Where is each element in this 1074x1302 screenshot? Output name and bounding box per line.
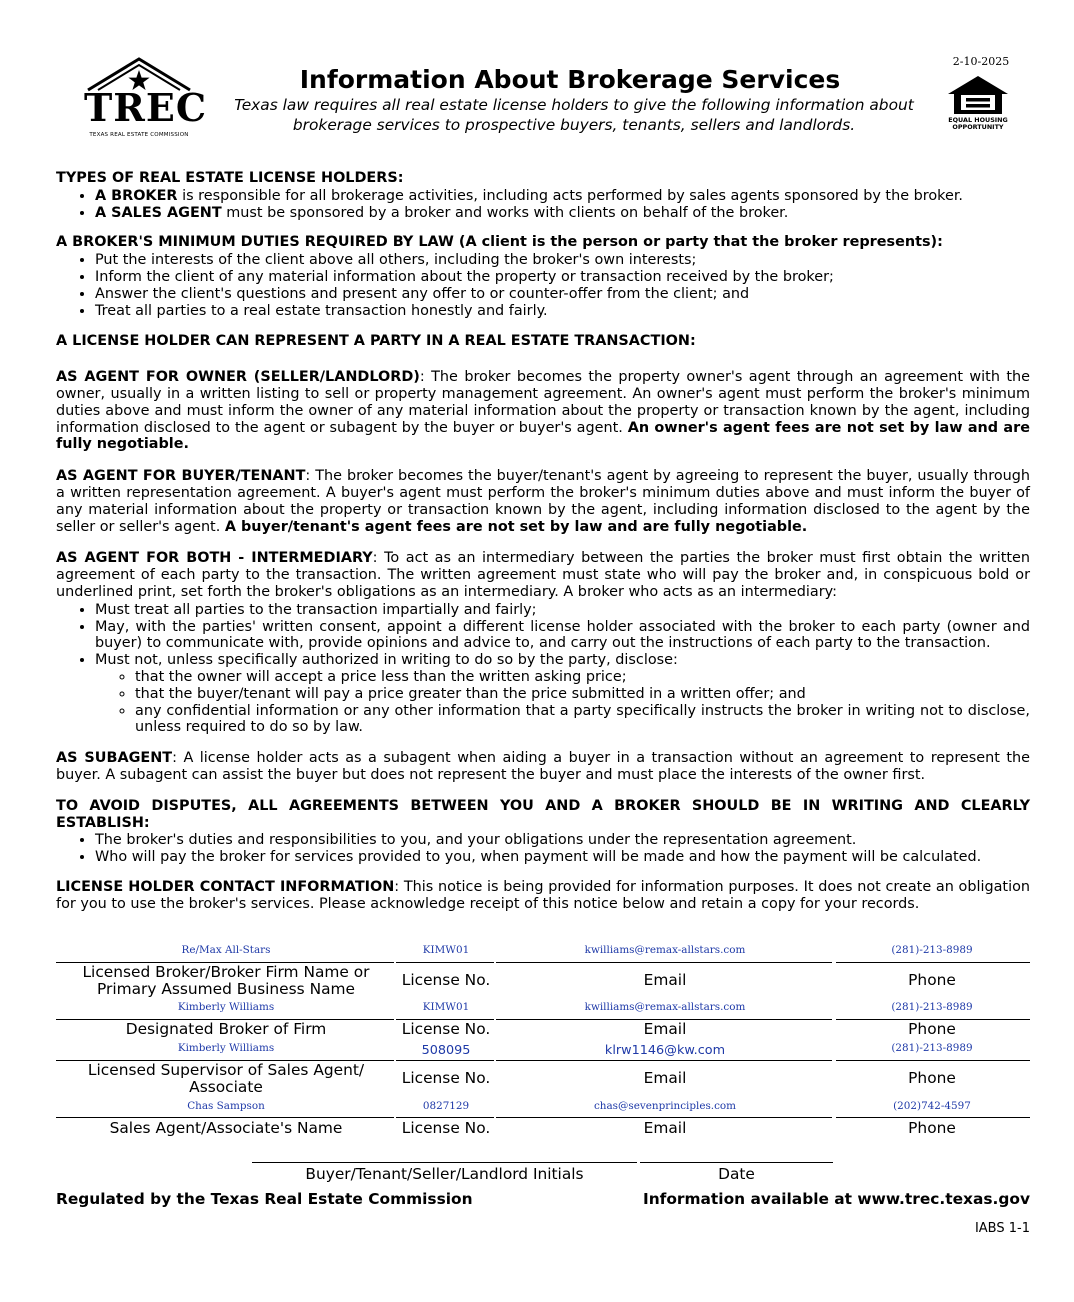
phone-field[interactable]: (281)-213-8989 — [891, 1001, 973, 1013]
designated-broker-label: Designated Broker of Firm — [125, 1020, 327, 1038]
list-item: • Put the interests of the client above all others, including the broker's own interests; — [95, 252, 1030, 269]
owner-agent-paragraph: AS AGENT FOR OWNER (SELLER/LANDLORD): The broker becomes the property owner's agent through an agreement with the owner, usually in a written listing to sell or property management agreement. An owner's agent must perform the broker's minimum duties above and must inform the owner of any material information about the property or transaction known by the agent, including information disclosed to the agent or subagent by the buyer or buyer's agent. An owner's agent fees are not set by law and are fully negotiable. — [56, 369, 1030, 453]
duties-heading: A BROKER'S MINIMUM DUTIES REQUIRED BY LAW (A client is the person or party that the broker represents): — [56, 234, 943, 251]
divider — [496, 962, 832, 963]
phone-field[interactable]: (281)-213-8989 — [891, 944, 973, 956]
license-no-field[interactable]: KIMW01 — [422, 1001, 470, 1013]
supervisor-name-field[interactable]: Kimberly Williams — [177, 1042, 275, 1054]
list-item: • Answer the client's questions and present any offer to or counter-offer from the client; and — [95, 286, 1030, 303]
divider — [396, 962, 494, 963]
divider — [836, 1117, 1030, 1118]
email-label: Email — [643, 1119, 687, 1137]
disclosure-sublist — [95, 669, 1030, 736]
broker-firm-name-label: Licensed Broker/Broker Firm Name or Primary Assumed Business Name — [82, 963, 370, 998]
email-field[interactable]: klrw1146@kw.com — [604, 1043, 726, 1058]
form-date: 2-10-2025 — [952, 55, 1010, 68]
phone-field[interactable]: (281)-213-8989 — [891, 1042, 973, 1054]
license-no-field[interactable]: KIMW01 — [422, 944, 470, 956]
disputes-list — [56, 832, 1030, 866]
types-list — [56, 188, 1030, 222]
email-label: Email — [643, 1069, 687, 1087]
divider — [836, 1060, 1030, 1061]
list-item: ◦ that the buyer/tenant will pay a price greater than the price submitted in a written offer; and — [135, 686, 1030, 703]
table-row — [56, 1042, 1030, 1056]
equal-housing-text: EQUAL HOUSING OPPORTUNITY — [948, 116, 1008, 131]
contact-info-paragraph: LICENSE HOLDER CONTACT INFORMATION: This notice is being provided for information purposes. It does not create an obligation for you to use the broker's services. Please acknowledge receipt of this notice below and retain a copy for your records. — [56, 878, 1030, 912]
types-heading: TYPES OF REAL ESTATE LICENSE HOLDERS: — [56, 170, 404, 186]
intermediary-paragraph: AS AGENT FOR BOTH - INTERMEDIARY: To act as an intermediary between the parties the broker must first obtain the written agreement of each party to the transaction. The written agreement must state who will pay the broker and, in conspicuous bold or underlined print, set forth the broker's obligations as an intermediary. A broker who acts as an intermediary: — [56, 550, 1030, 600]
footer-regulator: Regulated by the Texas Real Estate Commission — [56, 1190, 473, 1208]
list-item: • The broker's duties and responsibilities to you, and your obligations under the representation agreement. — [95, 832, 1030, 849]
divider — [56, 1117, 394, 1118]
email-label: Email — [643, 1020, 687, 1038]
broker-firm-name-field[interactable]: Re/Max All-Stars — [181, 944, 271, 956]
list-item: • May, with the parties' written consent, appoint a different license holder associated with the broker to each party (owner and buyer) to communicate with, provide opinions and advice to, and carry out the instructions of each party to the transaction. — [95, 619, 1030, 653]
phone-field[interactable]: (202)742-4597 — [893, 1100, 971, 1112]
trec-logo — [84, 56, 208, 142]
phone-label: Phone — [908, 1069, 956, 1087]
date-label: Date — [718, 1165, 755, 1183]
form-id: IABS 1-1 — [974, 1221, 1030, 1236]
phone-label: Phone — [908, 1119, 956, 1137]
email-field[interactable]: kwilliams@remax-allstars.com — [584, 944, 746, 956]
initials-line[interactable] — [252, 1162, 637, 1163]
document-body — [56, 170, 1030, 912]
page-title: Information About Brokerage Services — [299, 65, 841, 94]
equal-housing-icon — [946, 74, 1010, 116]
email-field[interactable]: kwilliams@remax-allstars.com — [584, 1001, 746, 1013]
divider — [496, 1117, 832, 1118]
list-item: • Must treat all parties to the transaction impartially and fairly; — [95, 602, 1030, 619]
logo-subtext: TEXAS REAL ESTATE COMMISSION — [89, 132, 189, 138]
list-item: ◦ any confidential information or any other information that a party specifically instructs the broker in writing not to disclose, unless required to do so by law. — [135, 703, 1030, 737]
represent-heading: A LICENSE HOLDER CAN REPRESENT A PARTY IN A REAL ESTATE TRANSACTION: — [56, 333, 696, 350]
table-row — [56, 944, 1030, 958]
license-no-label: License No. — [401, 971, 491, 989]
table-row — [56, 1100, 1030, 1114]
date-line[interactable] — [640, 1162, 833, 1163]
supervisor-label: Licensed Supervisor of Sales Agent/ Associate — [87, 1061, 365, 1096]
designated-broker-field[interactable]: Kimberly Williams — [177, 1001, 275, 1013]
list-item: • Who will pay the broker for services provided to you, when payment will be made and how the payment will be calculated. — [95, 849, 1030, 866]
license-no-label: License No. — [401, 1020, 491, 1038]
license-no-label: License No. — [401, 1119, 491, 1137]
list-item: • A BROKER is responsible for all brokerage activities, including acts performed by sales agents sponsored by the broker. — [95, 188, 1030, 205]
sales-agent-name-label: Sales Agent/Associate's Name — [109, 1119, 343, 1137]
page-subtitle: Texas law requires all real estate license holders to give the following information about brokerage services to prospective buyers, tenants, sellers and landlords. — [234, 96, 914, 134]
divider — [496, 1060, 832, 1061]
equal-housing-logo — [946, 74, 1010, 132]
list-item: • Inform the client of any material information about the property or transaction received by the broker; — [95, 269, 1030, 286]
duties-list — [56, 252, 1030, 319]
divider — [396, 1060, 494, 1061]
logo-text: TREC — [84, 85, 208, 130]
list-item: ◦ that the owner will accept a price less than the written asking price; — [135, 669, 1030, 686]
list-item: • Treat all parties to a real estate transaction honestly and fairly. — [95, 303, 1030, 320]
phone-label: Phone — [908, 971, 956, 989]
table-row — [56, 1001, 1030, 1015]
divider — [396, 1117, 494, 1118]
phone-label: Phone — [908, 1020, 956, 1038]
list-item: • Must not, unless specifically authorized in writing to do so by the party, disclose: ◦ that the owner will accept a price less than the written asking price; ◦ that the buyer/tenant will pay a price greater than the price submitted in a written offer; and ◦ any confidential information or any other information that a party specifically instructs the broker in writing not to disclose, unless required to do so by law. — [95, 652, 1030, 736]
license-no-label: License No. — [401, 1069, 491, 1087]
intermediary-list — [56, 602, 1030, 736]
email-field[interactable]: chas@sevenprinciples.com — [593, 1100, 737, 1112]
footer-website: Information available at www.trec.texas.gov — [642, 1190, 1030, 1208]
buyer-agent-paragraph: AS AGENT FOR BUYER/TENANT: The broker becomes the buyer/tenant's agent by agreeing to represent the buyer, usually through a written representation agreement. A buyer's agent must perform the broker's minimum duties above and must inform the buyer of any material information about the property or transaction known by the agent, including information disclosed to the agent by the seller or seller's agent. A buyer/tenant's agent fees are not set by law and are fully negotiable. — [56, 468, 1030, 535]
license-no-field[interactable]: 0827129 — [422, 1100, 470, 1112]
list-item: • A SALES AGENT must be sponsored by a broker and works with clients on behalf of the broker. — [95, 205, 1030, 222]
initials-label: Buyer/Tenant/Seller/Landlord Initials — [305, 1165, 584, 1183]
subagent-paragraph: AS SUBAGENT: A license holder acts as a subagent when aiding a buyer in a transaction without an agreement to represent the buyer. A subagent can assist the buyer but does not represent the buyer and must place the interests of the owner first. — [56, 750, 1031, 783]
sales-agent-name-field[interactable]: Chas Sampson — [187, 1100, 265, 1112]
email-label: Email — [643, 971, 687, 989]
license-no-field[interactable]: 508095 — [421, 1043, 471, 1058]
divider — [836, 962, 1030, 963]
disputes-heading: TO AVOID DISPUTES, ALL AGREEMENTS BETWEEN YOU AND A BROKER SHOULD BE IN WRITING AND CLEARLY ESTABLISH: — [56, 797, 1030, 831]
